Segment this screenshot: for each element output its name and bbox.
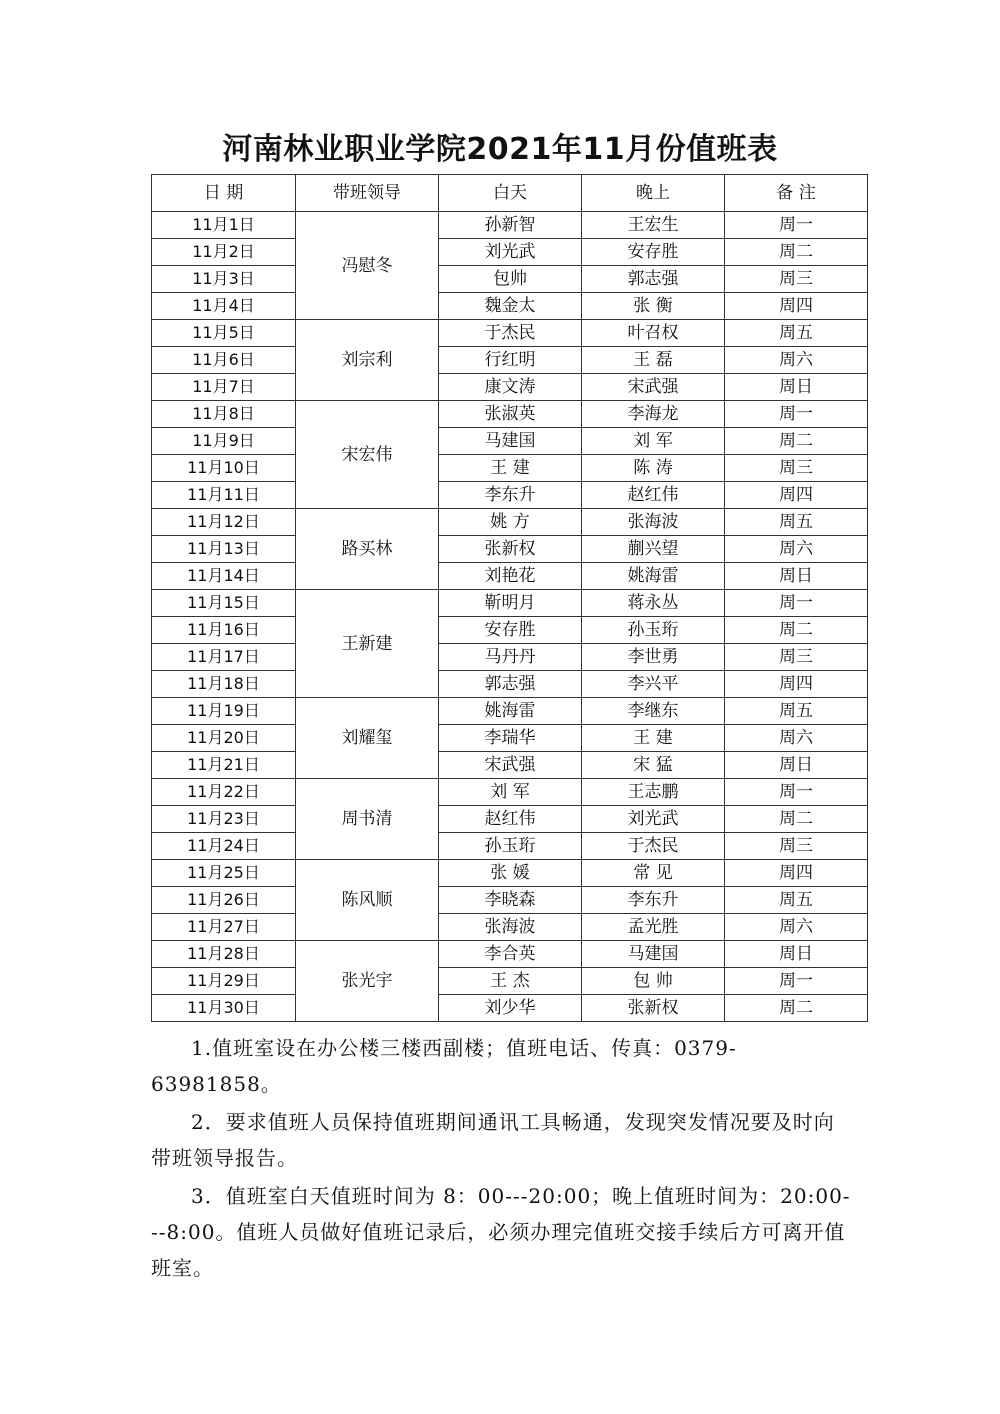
date-cell: 11月30日 bbox=[152, 995, 296, 1022]
note-cell: 周日 bbox=[725, 941, 868, 968]
note-cell: 周一 bbox=[725, 590, 868, 617]
day-shift-cell: 姚海雷 bbox=[439, 698, 582, 725]
night-shift-cell: 宋武强 bbox=[582, 374, 725, 401]
date-cell: 11月28日 bbox=[152, 941, 296, 968]
night-shift-cell: 马建国 bbox=[582, 941, 725, 968]
day-shift-cell: 张海波 bbox=[439, 914, 582, 941]
date-cell: 11月17日 bbox=[152, 644, 296, 671]
note-cell: 周六 bbox=[725, 914, 868, 941]
night-shift-cell: 宋 猛 bbox=[582, 752, 725, 779]
note-cell: 周二 bbox=[725, 995, 868, 1022]
night-shift-cell: 孟光胜 bbox=[582, 914, 725, 941]
day-shift-cell: 李晓森 bbox=[439, 887, 582, 914]
day-shift-cell: 王 杰 bbox=[439, 968, 582, 995]
table-row bbox=[152, 509, 868, 536]
table-row bbox=[152, 725, 868, 752]
note-cell: 周六 bbox=[725, 347, 868, 374]
night-shift-cell: 孙玉珩 bbox=[582, 617, 725, 644]
night-shift-cell: 李东升 bbox=[582, 887, 725, 914]
note-cell: 周日 bbox=[725, 374, 868, 401]
table-row bbox=[152, 941, 868, 968]
note-cell: 周三 bbox=[725, 833, 868, 860]
day-shift-cell: 于杰民 bbox=[439, 320, 582, 347]
table-row bbox=[152, 995, 868, 1022]
note-cell: 周二 bbox=[725, 239, 868, 266]
date-cell: 11月25日 bbox=[152, 860, 296, 887]
date-cell: 11月10日 bbox=[152, 455, 296, 482]
night-shift-cell: 张新权 bbox=[582, 995, 725, 1022]
note-cell: 周五 bbox=[725, 509, 868, 536]
night-shift-cell: 安存胜 bbox=[582, 239, 725, 266]
day-shift-cell: 魏金太 bbox=[439, 293, 582, 320]
table-row bbox=[152, 914, 868, 941]
day-shift-cell: 郭志强 bbox=[439, 671, 582, 698]
date-cell: 11月8日 bbox=[152, 401, 296, 428]
night-shift-cell: 李世勇 bbox=[582, 644, 725, 671]
date-cell: 11月24日 bbox=[152, 833, 296, 860]
table-row bbox=[152, 833, 868, 860]
date-cell: 11月27日 bbox=[152, 914, 296, 941]
date-cell: 11月5日 bbox=[152, 320, 296, 347]
note-cell: 周三 bbox=[725, 455, 868, 482]
night-shift-cell: 常 见 bbox=[582, 860, 725, 887]
table-row bbox=[152, 428, 868, 455]
date-cell: 11月3日 bbox=[152, 266, 296, 293]
night-shift-cell: 包 帅 bbox=[582, 968, 725, 995]
table-row bbox=[152, 752, 868, 779]
day-shift-cell: 康文涛 bbox=[439, 374, 582, 401]
day-shift-cell: 李合英 bbox=[439, 941, 582, 968]
leader-cell: 刘耀玺 bbox=[296, 698, 439, 779]
day-shift-cell: 张 媛 bbox=[439, 860, 582, 887]
note-cell: 周三 bbox=[725, 266, 868, 293]
note-cell: 周二 bbox=[725, 617, 868, 644]
day-shift-cell: 马建国 bbox=[439, 428, 582, 455]
date-cell: 11月12日 bbox=[152, 509, 296, 536]
day-shift-cell: 姚 方 bbox=[439, 509, 582, 536]
leader-cell: 刘宗利 bbox=[296, 320, 439, 401]
night-shift-cell: 刘光武 bbox=[582, 806, 725, 833]
day-shift-cell: 宋武强 bbox=[439, 752, 582, 779]
day-shift-cell: 刘少华 bbox=[439, 995, 582, 1022]
note-cell: 周二 bbox=[725, 806, 868, 833]
note-cell: 周一 bbox=[725, 779, 868, 806]
night-shift-cell: 赵红伟 bbox=[582, 482, 725, 509]
night-shift-cell: 姚海雷 bbox=[582, 563, 725, 590]
table-row bbox=[152, 293, 868, 320]
note-item: 3．值班室白天值班时间为 8：00---20:00；晚上值班时间为：20:00---8:00。值班人员做好值班记录后，必须办理完值班交接手续后方可离开值班室。 bbox=[151, 1184, 851, 1280]
note-cell: 周二 bbox=[725, 428, 868, 455]
header-date: 日 期 bbox=[152, 175, 296, 212]
note-cell: 周四 bbox=[725, 860, 868, 887]
notes-section bbox=[151, 1030, 851, 1288]
table-row bbox=[152, 590, 868, 617]
leader-cell: 周书清 bbox=[296, 779, 439, 860]
day-shift-cell: 赵红伟 bbox=[439, 806, 582, 833]
night-shift-cell: 叶召权 bbox=[582, 320, 725, 347]
date-cell: 11月9日 bbox=[152, 428, 296, 455]
date-cell: 11月11日 bbox=[152, 482, 296, 509]
date-cell: 11月29日 bbox=[152, 968, 296, 995]
date-cell: 11月21日 bbox=[152, 752, 296, 779]
date-cell: 11月26日 bbox=[152, 887, 296, 914]
note-cell: 周五 bbox=[725, 698, 868, 725]
night-shift-cell: 李海龙 bbox=[582, 401, 725, 428]
table-row bbox=[152, 671, 868, 698]
table-row bbox=[152, 779, 868, 806]
table-row bbox=[152, 401, 868, 428]
day-shift-cell: 张淑英 bbox=[439, 401, 582, 428]
table-row bbox=[152, 617, 868, 644]
date-cell: 11月19日 bbox=[152, 698, 296, 725]
day-shift-cell: 刘 军 bbox=[439, 779, 582, 806]
day-shift-cell: 李瑞华 bbox=[439, 725, 582, 752]
date-cell: 11月1日 bbox=[152, 212, 296, 239]
table-row bbox=[152, 482, 868, 509]
leader-cell: 宋宏伟 bbox=[296, 401, 439, 509]
date-cell: 11月6日 bbox=[152, 347, 296, 374]
night-shift-cell: 郭志强 bbox=[582, 266, 725, 293]
note-cell: 周一 bbox=[725, 212, 868, 239]
table-row bbox=[152, 455, 868, 482]
date-cell: 11月14日 bbox=[152, 563, 296, 590]
day-shift-cell: 张新权 bbox=[439, 536, 582, 563]
note-cell: 周五 bbox=[725, 887, 868, 914]
leader-cell: 冯慰冬 bbox=[296, 212, 439, 320]
night-shift-cell: 王宏生 bbox=[582, 212, 725, 239]
day-shift-cell: 行红明 bbox=[439, 347, 582, 374]
night-shift-cell: 张海波 bbox=[582, 509, 725, 536]
night-shift-cell: 刘 军 bbox=[582, 428, 725, 455]
leader-cell: 路买林 bbox=[296, 509, 439, 590]
table-row bbox=[152, 887, 868, 914]
night-shift-cell: 陈 涛 bbox=[582, 455, 725, 482]
note-cell: 周一 bbox=[725, 401, 868, 428]
date-cell: 11月20日 bbox=[152, 725, 296, 752]
table-row bbox=[152, 644, 868, 671]
date-cell: 11月15日 bbox=[152, 590, 296, 617]
note-cell: 周三 bbox=[725, 644, 868, 671]
table-row bbox=[152, 536, 868, 563]
day-shift-cell: 李东升 bbox=[439, 482, 582, 509]
day-shift-cell: 刘光武 bbox=[439, 239, 582, 266]
date-cell: 11月2日 bbox=[152, 239, 296, 266]
table-body bbox=[152, 212, 868, 1022]
night-shift-cell: 李兴平 bbox=[582, 671, 725, 698]
table-header-row bbox=[152, 175, 868, 212]
note-cell: 周四 bbox=[725, 293, 868, 320]
table-row bbox=[152, 860, 868, 887]
day-shift-cell: 安存胜 bbox=[439, 617, 582, 644]
leader-cell: 陈风顺 bbox=[296, 860, 439, 941]
leader-cell: 张光宇 bbox=[296, 941, 439, 1022]
leader-cell: 王新建 bbox=[296, 590, 439, 698]
day-shift-cell: 孙玉珩 bbox=[439, 833, 582, 860]
table-row bbox=[152, 698, 868, 725]
note-cell: 周六 bbox=[725, 536, 868, 563]
night-shift-cell: 李继东 bbox=[582, 698, 725, 725]
table-row bbox=[152, 212, 868, 239]
night-shift-cell: 张 衡 bbox=[582, 293, 725, 320]
note-cell: 周日 bbox=[725, 752, 868, 779]
note-cell: 周一 bbox=[725, 968, 868, 995]
table-row bbox=[152, 347, 868, 374]
note-item: 2．要求值班人员保持值班期间通讯工具畅通，发现突发情况要及时向带班领导报告。 bbox=[151, 1110, 835, 1170]
note-cell: 周六 bbox=[725, 725, 868, 752]
day-shift-cell: 刘艳花 bbox=[439, 563, 582, 590]
page-title: 河南林业职业学院2021年11月份值班表 bbox=[222, 132, 778, 167]
duty-schedule-table bbox=[151, 174, 868, 1022]
header-night-shift: 晚上 bbox=[582, 175, 725, 212]
date-cell: 11月4日 bbox=[152, 293, 296, 320]
date-cell: 11月13日 bbox=[152, 536, 296, 563]
day-shift-cell: 孙新智 bbox=[439, 212, 582, 239]
night-shift-cell: 王 建 bbox=[582, 725, 725, 752]
date-cell: 11月16日 bbox=[152, 617, 296, 644]
day-shift-cell: 马丹丹 bbox=[439, 644, 582, 671]
note-cell: 周五 bbox=[725, 320, 868, 347]
header-day-shift: 白天 bbox=[439, 175, 582, 212]
note-item: 1.值班室设在办公楼三楼西副楼；值班电话、传真：0379-63981858。 bbox=[151, 1036, 737, 1096]
night-shift-cell: 蒋永丛 bbox=[582, 590, 725, 617]
header-leader: 带班领导 bbox=[296, 175, 439, 212]
day-shift-cell: 靳明月 bbox=[439, 590, 582, 617]
note-cell: 周四 bbox=[725, 671, 868, 698]
table-row bbox=[152, 968, 868, 995]
note-cell: 周日 bbox=[725, 563, 868, 590]
table-row bbox=[152, 239, 868, 266]
table-row bbox=[152, 374, 868, 401]
night-shift-cell: 于杰民 bbox=[582, 833, 725, 860]
table-row bbox=[152, 806, 868, 833]
night-shift-cell: 蒯兴望 bbox=[582, 536, 725, 563]
day-shift-cell: 包帅 bbox=[439, 266, 582, 293]
table-row bbox=[152, 266, 868, 293]
date-cell: 11月7日 bbox=[152, 374, 296, 401]
table-row bbox=[152, 320, 868, 347]
night-shift-cell: 王 磊 bbox=[582, 347, 725, 374]
date-cell: 11月23日 bbox=[152, 806, 296, 833]
night-shift-cell: 王志鹏 bbox=[582, 779, 725, 806]
header-note: 备 注 bbox=[725, 175, 868, 212]
date-cell: 11月22日 bbox=[152, 779, 296, 806]
note-cell: 周四 bbox=[725, 482, 868, 509]
date-cell: 11月18日 bbox=[152, 671, 296, 698]
day-shift-cell: 王 建 bbox=[439, 455, 582, 482]
table-row bbox=[152, 563, 868, 590]
